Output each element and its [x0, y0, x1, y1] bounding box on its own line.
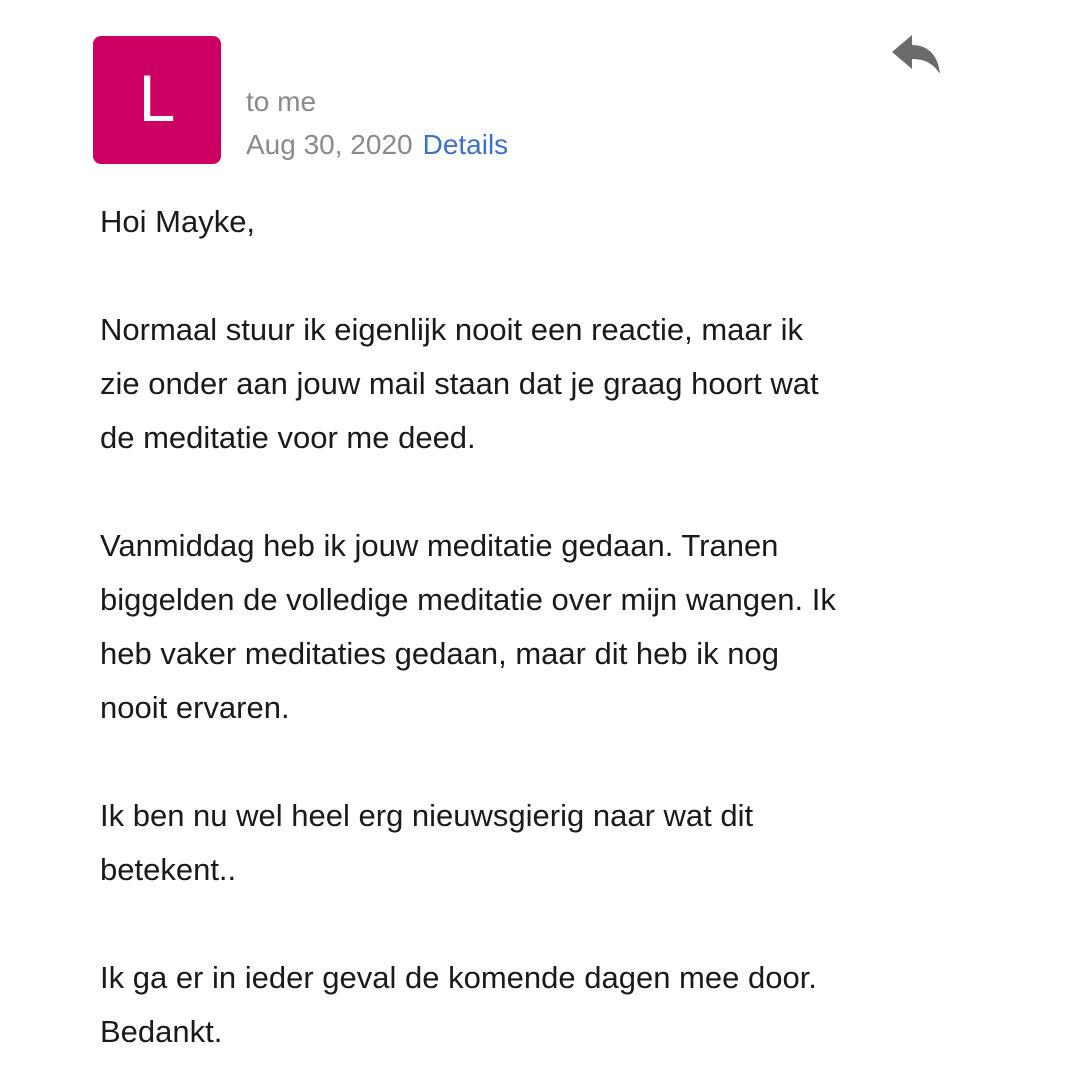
- text-line: nooit ervaren.: [100, 690, 290, 725]
- text-line: zie onder aan jouw mail staan dat je graag hoort wat: [100, 366, 819, 401]
- message-body: [100, 195, 960, 1059]
- paragraph: [100, 303, 960, 465]
- text-line: biggelden de volledige meditatie over mijn wangen. Ik: [100, 582, 836, 617]
- text-line: Bedankt.: [100, 1014, 223, 1049]
- text-line: Ik ga er in ieder geval de komende dagen mee door.: [100, 960, 817, 995]
- greeting: Hoi Mayke,: [100, 204, 256, 239]
- reply-icon: [888, 30, 944, 78]
- reply-button[interactable]: [888, 30, 944, 78]
- text-line: de meditatie voor me deed.: [100, 420, 476, 455]
- text-line: heb vaker meditaties gedaan, maar dit heb ik nog: [100, 636, 779, 671]
- paragraph: [100, 951, 960, 1059]
- recipient-label: to me: [246, 86, 317, 117]
- details-link[interactable]: Details: [422, 129, 509, 160]
- paragraph: [100, 789, 960, 897]
- avatar-letter: L: [138, 61, 176, 135]
- message-meta: [246, 128, 508, 162]
- sender-avatar[interactable]: [93, 36, 221, 164]
- paragraph: [100, 519, 960, 735]
- message-date: Aug 30, 2020: [246, 129, 413, 160]
- text-line: Ik ben nu wel heel erg nieuwsgierig naar wat dit: [100, 798, 754, 833]
- text-line: Normaal stuur ik eigenlijk nooit een reactie, maar ik: [100, 312, 803, 347]
- text-line: Vanmiddag heb ik jouw meditatie gedaan. Tranen: [100, 528, 779, 563]
- text-line: betekent..: [100, 852, 237, 887]
